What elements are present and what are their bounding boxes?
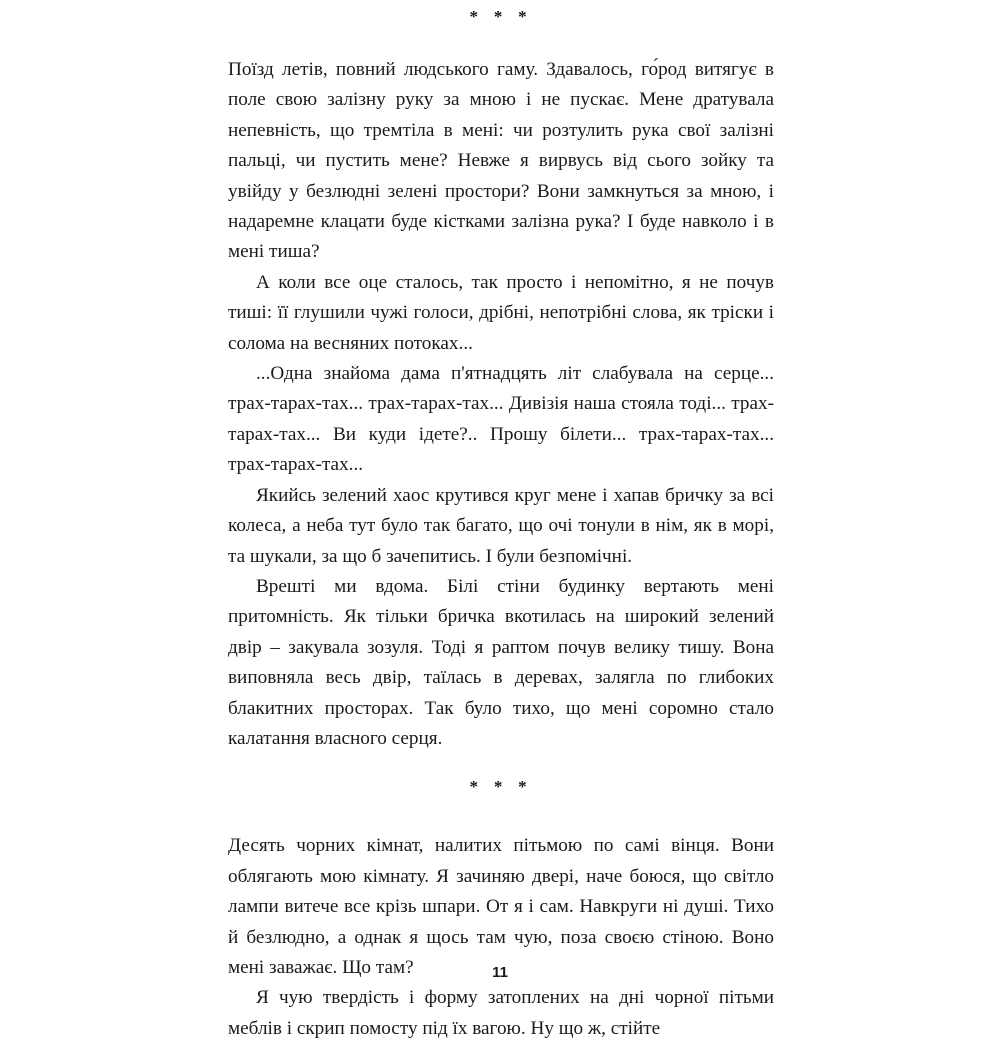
section-one bbox=[228, 55, 774, 754]
text-column bbox=[228, 0, 774, 1044]
paragraph: Десять чорних кімнат, налитих пітьмою по самі вінця. Вони облягають мою кімнату. Я зачиняю двері, наче боюся, що світло лампи витече все крізь шпари. От я і сам. Навкруги ні душі. Тихо й безлюдно, а однак я щось там чую, поза своєю стіною. Воно мені заважає. Що там? bbox=[228, 835, 774, 978]
paragraph: ...Одна знайома дама п'ятнадцять літ слабувала на серце... трах-тарах-тах... трах-тарах-тах... Дивізія наша стояла тоді... трах-тарах-тах... Ви куди ідете?.. Прошу білети... трах-тарах-тах... трах-тарах-тах... bbox=[228, 363, 774, 476]
paragraph: Я чую твердість і форму затоплених на дні чорної пітьми меблів і скрип помосту під їх вагою. Ну що ж, стійте bbox=[228, 987, 774, 1039]
paragraph: А коли все оце сталось, так просто і непомітно, я не почув тиші: її глушили чужі голоси, дрібні, непотрібні слова, як тріски і солома на весняних потоках... bbox=[228, 271, 774, 354]
page-number: 11 bbox=[492, 964, 508, 981]
paragraph: Поїзд летів, повний людського гаму. Здавалось, го́род витягує в поле свою залізну руку за мною і не пускає. Мене дратувала непевність, що тремтіла в мені: чи розтулить рука свої залізні пальці, чи пустить мене? Невже я вирвусь від сього зойку та увійду у безлюдні зелені простори? Вони замкнуться за мною, і надаремне клацати буде кістками залізна рука? І буде навколо і в мені тиша? bbox=[228, 59, 774, 263]
paragraph: Врешті ми вдома. Білі стіни будинку вертають мені притомність. Як тільки бричка вкотилась на широкий зелений двір – закувала зозуля. Тоді я раптом почув велику тишу. Вона виповняла весь двір, таїлась в деревах, залягла по глибоких блакитних просторах. Так було тихо, що мені соромно стало калатання власного серця. bbox=[228, 575, 774, 749]
section-divider-middle: * * * bbox=[469, 777, 533, 797]
section-two bbox=[228, 831, 774, 1044]
paragraph: Якийсь зелений хаос крутився круг мене і хапав бричку за всі колеса, а неба тут було так багато, що очі тонули в нім, як в морі, та шукали, за що б зачепитись. І були безпомічні. bbox=[228, 484, 774, 567]
section-divider-top: * * * bbox=[469, 7, 533, 26]
